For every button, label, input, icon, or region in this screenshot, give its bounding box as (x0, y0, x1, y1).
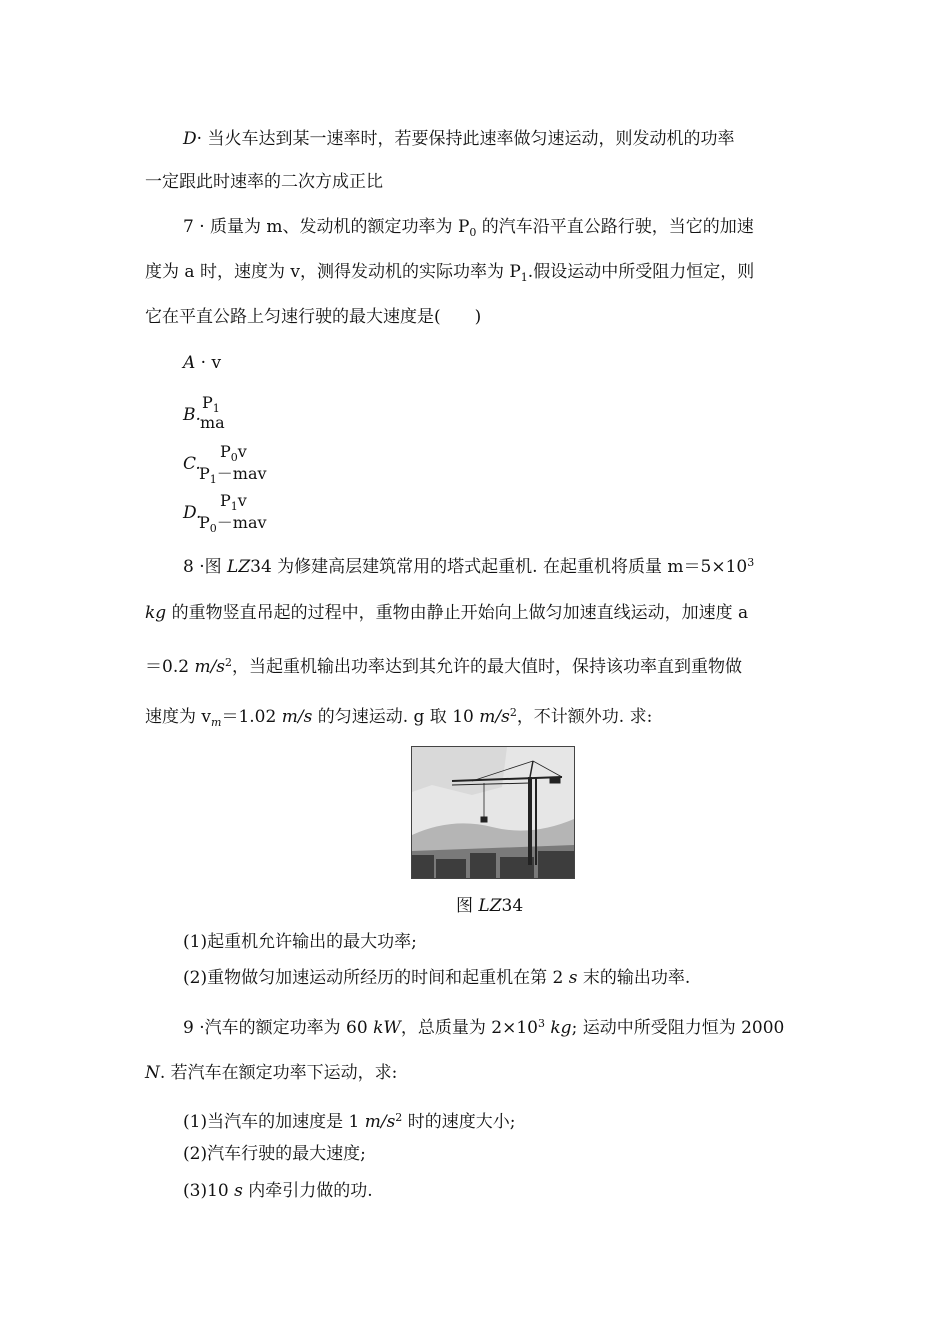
tower-crane-figure (411, 746, 575, 879)
q9-sub1 (183, 1107, 515, 1133)
q8-subscript: m (211, 716, 222, 729)
q8-unit: m/s (194, 657, 226, 677)
q9-stem-text: ; 运动中所受阻力恒为 2000 (571, 1018, 785, 1038)
q8-sub1: (1)起重机允许输出的最大功率; (183, 932, 417, 952)
q8-superscript: 2 (509, 706, 517, 719)
q8-stem-text: ，不计额外功. 求: (516, 707, 653, 727)
q8-sub2-text: 末的输出功率. (577, 968, 691, 988)
q7-stem-text: 度为 a 时，速度为 v，测得发动机的实际功率为 P (145, 262, 521, 282)
q9-sub3-text: 内牵引力做的功. (242, 1181, 373, 1201)
q7-option-c (183, 441, 323, 485)
q9-sub3 (183, 1180, 373, 1202)
q6-option-d (183, 128, 734, 150)
q8-unit: kg (145, 603, 167, 623)
q6-option-d-text: · 当火车达到某一速率时，若要保持此速率做匀速运动，则发动机的功率 (196, 129, 735, 149)
q7-option-c-letter: C. (183, 454, 201, 474)
q8-stem-text: 的匀速运动. g 取 10 (312, 707, 480, 727)
q9-sub1-text: (1)当汽车的加速度是 1 (183, 1112, 365, 1132)
q6-option-d-letter: D (183, 129, 197, 149)
q8-unit: s (568, 968, 578, 988)
fraction-subscript: 1 (230, 500, 238, 513)
fraction-text: P (202, 393, 213, 412)
fraction-text: －mav (216, 513, 267, 532)
q9-unit: m/s (364, 1112, 396, 1132)
q8-stem-text: ，当起重机输出功率达到其允许的最大值时，保持该功率直到重物做 (232, 657, 743, 677)
q8-stem-line3 (145, 652, 742, 678)
q8-figure-ref: LZ (227, 557, 251, 577)
q7-option-d-letter: D. (183, 503, 202, 523)
fraction-text: v (237, 442, 247, 461)
q7-stem-text: 7 · 质量为 m、发动机的额定功率为 P (183, 217, 470, 237)
q7-subscript: 1 (520, 271, 528, 284)
fraction-subscript: 1 (209, 473, 217, 486)
q7-stem-line2 (145, 261, 754, 289)
q9-stem-text: ，总质量为 2×10 (400, 1018, 538, 1038)
q7-subscript: 0 (469, 226, 477, 239)
q7-option-d (183, 490, 323, 534)
q7-stem-line3: 它在平直公路上匀速行驶的最大速度是( ) (145, 307, 482, 327)
fraction-text: v (237, 491, 247, 510)
q8-stem-text: ＝1.02 (221, 707, 282, 727)
q8-unit: m/s (479, 707, 510, 727)
q8-superscript: 2 (225, 656, 233, 669)
q9-sub3-text: (3)10 (183, 1181, 235, 1201)
tower-crane-illustration (412, 747, 574, 878)
q9-superscript: 2 (395, 1111, 403, 1124)
fraction-text: P (199, 513, 210, 532)
q9-unit: kW (373, 1018, 401, 1038)
fraction-text: －mav (216, 464, 267, 483)
q8-unit: m/s (281, 707, 313, 727)
fraction-text: P (220, 442, 231, 461)
q7-option-c-denominator (199, 463, 267, 491)
q8-superscript: 3 (747, 556, 755, 569)
fraction-subscript: 1 (212, 402, 220, 415)
q7-option-b (183, 392, 323, 432)
q7-option-b-denominator: ma (200, 413, 225, 432)
q8-stem-text: 34 为修建高层建筑常用的塔式起重机. 在起重机将质量 m＝5×10 (250, 557, 748, 577)
caption-text: 34 (501, 896, 524, 916)
q7-stem-text: 的汽车沿平直公路行驶，当它的加速 (476, 217, 754, 237)
q7-option-b-letter: B. (183, 405, 201, 425)
q9-unit: N (145, 1063, 160, 1083)
q7-stem-line1 (183, 216, 754, 244)
q9-sub1-text: 时的速度大小; (402, 1112, 516, 1132)
q9-stem-line2 (145, 1062, 397, 1084)
q7-option-a (183, 352, 221, 374)
q8-stem-text: ＝0.2 (145, 657, 195, 677)
q6-option-d-line2: 一定跟此时速率的二次方成正比 (145, 172, 383, 192)
fraction-text: P (199, 464, 210, 483)
q9-unit: kg (544, 1018, 572, 1038)
caption-figure-ref: LZ (478, 896, 502, 916)
q9-stem-text: 9 ·汽车的额定功率为 60 (183, 1018, 374, 1038)
q8-stem-text: 8 ·图 (183, 557, 228, 577)
fraction-text: P (220, 491, 231, 510)
caption-text: 图 (456, 896, 479, 916)
q7-stem-text: .假设运动中所受阻力恒定，则 (527, 262, 755, 282)
q7-option-a-text: · v (195, 353, 222, 373)
q8-sub2 (183, 967, 690, 989)
q9-superscript: 3 (537, 1017, 545, 1030)
q8-sub2-text: (2)重物做匀加速运动所经历的时间和起重机在第 2 (183, 968, 569, 988)
q8-stem-text: 速度为 v (145, 707, 212, 727)
q8-stem-line1 (183, 552, 754, 578)
q7-option-d-denominator (199, 512, 267, 540)
fraction-subscript: 0 (230, 451, 238, 464)
q9-stem-line1 (183, 1013, 784, 1039)
q9-sub2: (2)汽车行驶的最大速度; (183, 1144, 366, 1164)
q9-stem-text: . 若汽车在额定功率下运动，求: (159, 1063, 398, 1083)
fraction-subscript: 0 (209, 522, 217, 535)
q8-stem-line2 (145, 602, 748, 624)
figure-caption (456, 895, 523, 917)
q8-stem-line4 (145, 702, 652, 734)
q7-option-a-letter: A (183, 353, 196, 373)
q9-unit: s (234, 1181, 243, 1201)
q8-stem-text: 的重物竖直吊起的过程中，重物由静止开始向上做匀加速直线运动，加速度 a (166, 603, 749, 623)
